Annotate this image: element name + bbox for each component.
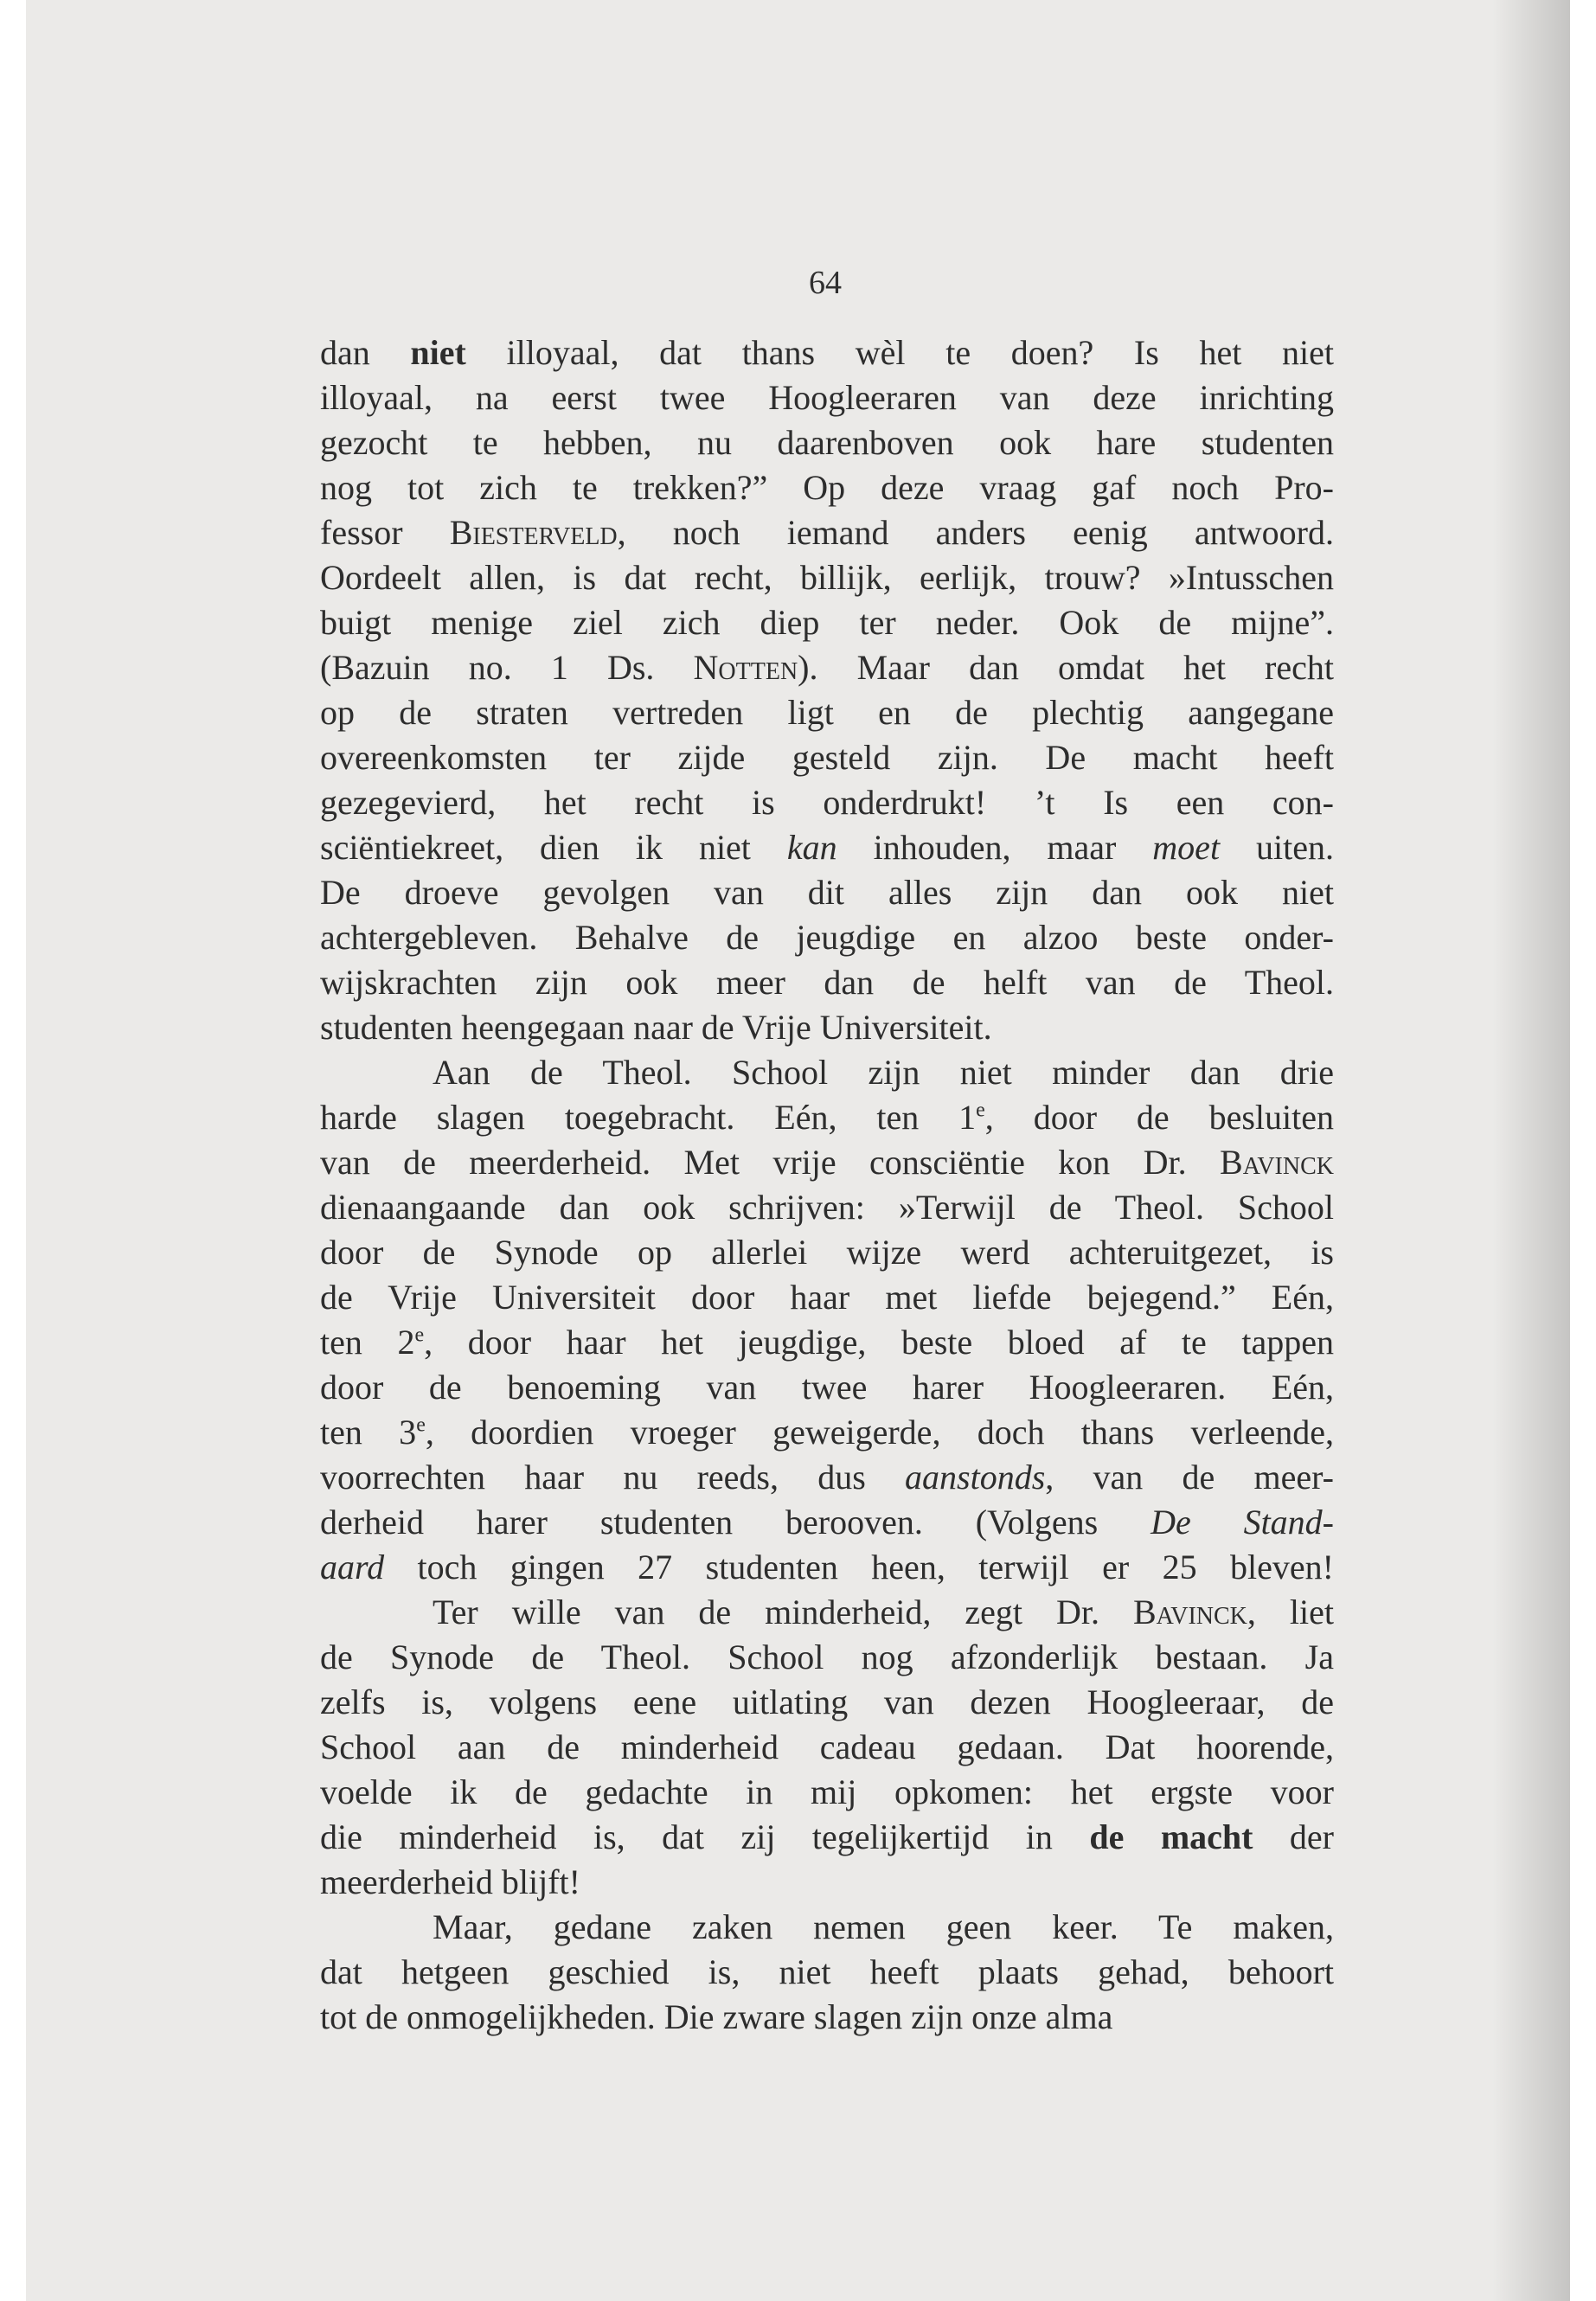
text-run: overeenkomsten ter zijde gesteld zijn. De macht heeft — [320, 738, 1334, 777]
text-run: e — [976, 1099, 985, 1122]
text-line — [320, 870, 1334, 915]
text-run: aanstonds — [905, 1458, 1046, 1497]
text-line — [320, 1500, 1334, 1545]
text-run: der — [1253, 1817, 1334, 1856]
text-run: derheid harer studenten berooven. (Volgens — [320, 1503, 1151, 1541]
text-line — [320, 1545, 1334, 1590]
text-line — [320, 645, 1334, 690]
text-run: , van de meer- — [1045, 1458, 1335, 1497]
text-run: uiten. — [1220, 828, 1334, 867]
text-line — [320, 465, 1334, 510]
text-line — [320, 690, 1334, 735]
text-line — [320, 555, 1334, 600]
text-run: , door haar het jeugdige, beste bloed af te tappen — [424, 1323, 1334, 1362]
text-line — [320, 1770, 1334, 1815]
text-run: illoyaal, na eerst twee Hoogleeraren van deze inrichting — [320, 378, 1334, 417]
page-edge-shadow — [1492, 0, 1570, 2301]
text-line — [320, 825, 1334, 870]
text-run: e — [416, 1413, 426, 1437]
text-run: buigt menige ziel zich diep ter neder. Ook de mijne”. — [320, 603, 1334, 642]
text-run: door de Synode op allerlei wijze werd achteruitgezet, is — [320, 1233, 1334, 1272]
text-line — [320, 1185, 1334, 1230]
text-run: aard — [320, 1548, 385, 1586]
text-run: sciëntiekreet, dien ik niet — [320, 828, 787, 867]
text-run: voorrechten haar nu reeds, dus — [320, 1458, 906, 1497]
text-run: door de benoeming van twee harer Hoogleeraren. Eén, — [320, 1368, 1334, 1407]
text-line — [320, 1860, 1334, 1905]
text-run: tot de onmogelijkheden. Die zware slagen zijn onze alma — [320, 1997, 1113, 2036]
text-line — [320, 1950, 1334, 1995]
text-run: die minderheid is, dat zij tegelijkertijd in — [320, 1817, 1090, 1856]
text-run: meerderheid blijft! — [320, 1862, 580, 1901]
text-run: harde slagen toegebracht. Eén, ten 1 — [320, 1098, 977, 1137]
text-line — [320, 1455, 1334, 1500]
text-run: van de meerderheid. Met vrije consciëntie kon Dr. — [320, 1143, 1221, 1182]
text-line — [320, 330, 1334, 375]
text-run: gezocht te hebben, nu daarenboven ook hare studenten — [320, 423, 1334, 462]
text-line — [320, 915, 1334, 960]
text-run: kan — [786, 828, 837, 867]
text-run: School aan de minderheid cadeau gedaan. Dat hoorende, — [320, 1727, 1334, 1766]
text-run: Biesterveld — [449, 513, 618, 552]
text-run: dienaangaande dan ook schrijven: »Terwijl de Theol. School — [320, 1188, 1334, 1227]
text-line — [320, 780, 1334, 825]
text-run: de macht — [1089, 1817, 1253, 1856]
text-run: De droeve gevolgen van dit alles zijn dan ook niet — [320, 873, 1334, 912]
text-line — [320, 1050, 1334, 1095]
text-line — [320, 510, 1334, 555]
text-run: fessor — [320, 513, 450, 552]
text-run: Ter wille van de minderheid, zegt Dr. — [433, 1593, 1133, 1631]
text-run: Oordeelt allen, is dat recht, billijk, eerlijk, trouw? »Intusschen — [320, 558, 1334, 597]
text-run: ten 2 — [320, 1323, 415, 1362]
text-line — [320, 1275, 1334, 1320]
text-run: voelde ik de gedachte in mij opkomen: het ergste voor — [320, 1772, 1334, 1811]
text-line — [320, 1815, 1334, 1860]
text-line — [320, 735, 1334, 780]
body-text — [320, 330, 1334, 2040]
text-line — [320, 1140, 1334, 1185]
text-line — [320, 1635, 1334, 1680]
text-line — [320, 600, 1334, 645]
text-line — [320, 1005, 1334, 1050]
text-line — [320, 1365, 1334, 1410]
text-run: (Bazuin no. 1 Ds. — [320, 648, 694, 687]
text-run: illoyaal, dat thans wèl te doen? Is het niet — [465, 333, 1334, 372]
text-run: Notten — [693, 648, 798, 687]
text-line — [320, 1590, 1334, 1635]
text-run: niet — [410, 333, 466, 372]
text-line — [320, 1320, 1334, 1365]
text-run: , noch iemand anders eenig antwoord. — [617, 513, 1335, 552]
text-line — [320, 420, 1334, 465]
text-run: op de straten vertreden ligt en de plechtig aangegane — [320, 693, 1334, 732]
text-run: ten 3 — [320, 1413, 417, 1452]
text-run: Bavinck — [1220, 1143, 1334, 1182]
text-run: , liet — [1247, 1593, 1334, 1631]
text-line — [320, 1095, 1334, 1140]
text-run: gezegevierd, het recht is onderdrukt! ’t Is een con- — [320, 783, 1334, 822]
text-line — [320, 1995, 1334, 2040]
text-run: toch gingen 27 studenten heen, terwijl er 25 bleven! — [384, 1548, 1334, 1586]
text-run: dan — [320, 333, 411, 372]
text-run: achtergebleven. Behalve de jeugdige en alzoo beste onder- — [320, 918, 1334, 957]
text-line — [320, 1725, 1334, 1770]
text-line — [320, 375, 1334, 420]
book-page — [26, 0, 1570, 2301]
text-line — [320, 1680, 1334, 1725]
text-run: e — [414, 1324, 425, 1347]
text-run: Bavinck — [1132, 1593, 1247, 1631]
text-run: dat hetgeen geschied is, niet heeft plaats gehad, behoort — [320, 1952, 1334, 1991]
text-line — [320, 1230, 1334, 1275]
text-run: , doordien vroeger geweigerde, doch thans verleende, — [425, 1413, 1335, 1452]
text-run: ). Maar dan omdat het recht — [798, 648, 1334, 687]
page-number: 64 — [809, 265, 842, 301]
text-line — [320, 1410, 1334, 1455]
text-line — [320, 1905, 1334, 1950]
text-run: de Vrije Universiteit door haar met liefde bejegend.” Eén, — [320, 1278, 1334, 1317]
text-run: Maar, gedane zaken nemen geen keer. Te maken, — [433, 1907, 1334, 1946]
text-run: de Synode de Theol. School nog afzonderlijk bestaan. Ja — [320, 1638, 1334, 1676]
text-run: , door de besluiten — [984, 1098, 1334, 1137]
text-line — [320, 960, 1334, 1005]
text-run: zelfs is, volgens eene uitlating van dezen Hoogleeraar, de — [320, 1682, 1334, 1721]
text-run: Aan de Theol. School zijn niet minder dan drie — [433, 1053, 1334, 1092]
text-run: nog tot zich te trekken?” Op deze vraag gaf noch Pro- — [320, 468, 1334, 507]
text-run: inhouden, maar — [836, 828, 1153, 867]
text-run: studenten heengegaan naar de Vrije Universiteit. — [320, 1008, 992, 1047]
text-run: De Stand- — [1151, 1503, 1335, 1541]
text-run: moet — [1152, 828, 1221, 867]
text-run: wijskrachten zijn ook meer dan de helft van de Theol. — [320, 963, 1334, 1002]
